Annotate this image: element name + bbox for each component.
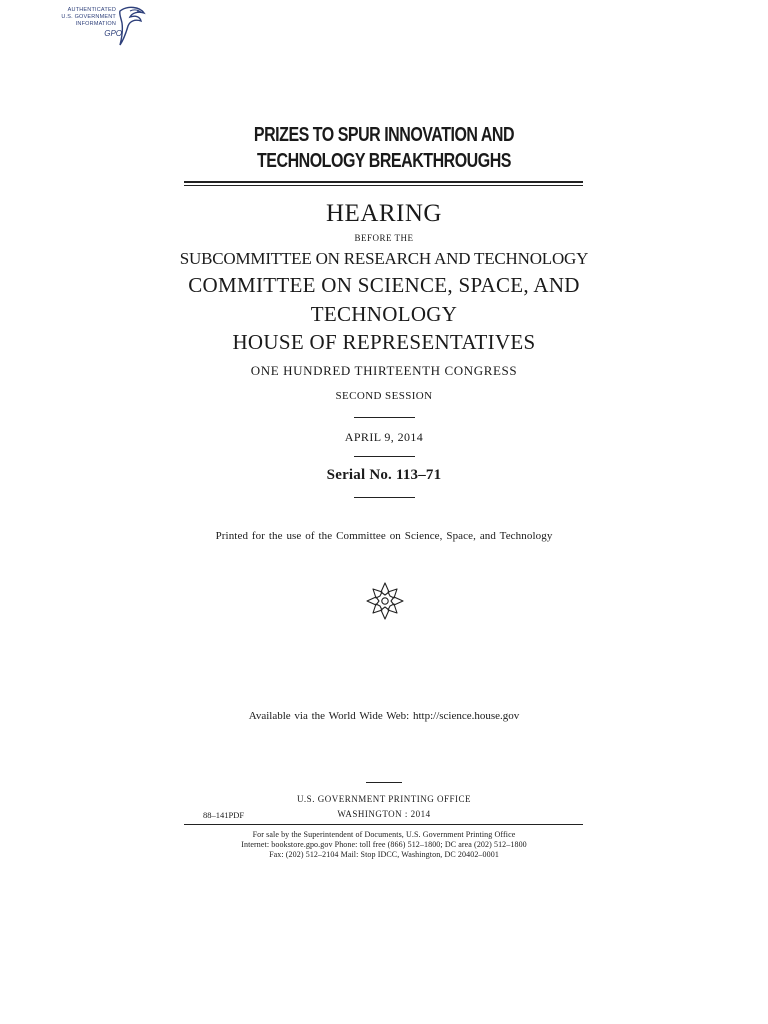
seal-text-information: INFORMATION (75, 21, 116, 27)
gpo-ornament-icon (364, 580, 406, 622)
sale-info-line-3: Fax: (202) 512–2104 Mail: Stop IDCC, Washington, DC 20402–0001 (269, 850, 499, 859)
title-rule-top (184, 181, 583, 183)
session-label: SECOND SESSION (335, 390, 433, 402)
title-line-2: TECHNOLOGY BREAKTHROUGHS (257, 150, 511, 172)
divider (354, 497, 415, 498)
eagle-icon (114, 5, 148, 47)
footer-rule (184, 824, 583, 825)
title-line-1: PRIZES TO SPUR INNOVATION AND (253, 124, 515, 146)
sale-info-line-2: Internet: bookstore.gpo.gov Phone: toll free (866) 512–1800; DC area (202) 512–1800 (241, 840, 527, 849)
web-availability-note: Available via the World Wide Web: http://science.house.gov (248, 710, 520, 722)
subcommittee-name: SUBCOMMITTEE ON RESEARCH AND TECHNOLOGY (179, 249, 589, 268)
divider (354, 456, 415, 457)
committee-name-line-1: COMMITTEE ON SCIENCE, SPACE, AND (188, 273, 580, 297)
seal-text-government: U.S. GOVERNMENT (61, 14, 116, 20)
printed-for-note: Printed for the use of the Committee on Science, Space, and Technology (215, 530, 553, 542)
before-the-label: BEFORE THE (354, 233, 414, 243)
divider (354, 417, 415, 418)
job-number: 88–141PDF (203, 810, 245, 820)
divider (366, 782, 402, 783)
hearing-heading: HEARING (326, 200, 442, 227)
committee-name-line-2: TECHNOLOGY (310, 302, 458, 326)
sale-info-line-1: For sale by the Superintendent of Documents, U.S. Government Printing Office (252, 830, 516, 839)
serial-number: Serial No. 113–71 (326, 467, 442, 483)
place-and-year: WASHINGTON : 2014 (337, 809, 431, 819)
printing-office-name: U.S. GOVERNMENT PRINTING OFFICE (296, 794, 472, 804)
hearing-date: APRIL 9, 2014 (344, 430, 424, 444)
title-rule-bottom (184, 185, 583, 186)
house-name: HOUSE OF REPRESENTATIVES (232, 330, 536, 354)
gpo-authentication-seal (62, 5, 148, 49)
seal-gpo-mark: GPO (104, 29, 122, 38)
seal-text-authenticated: AUTHENTICATED (67, 7, 116, 13)
congress-label: ONE HUNDRED THIRTEENTH CONGRESS (250, 363, 518, 378)
